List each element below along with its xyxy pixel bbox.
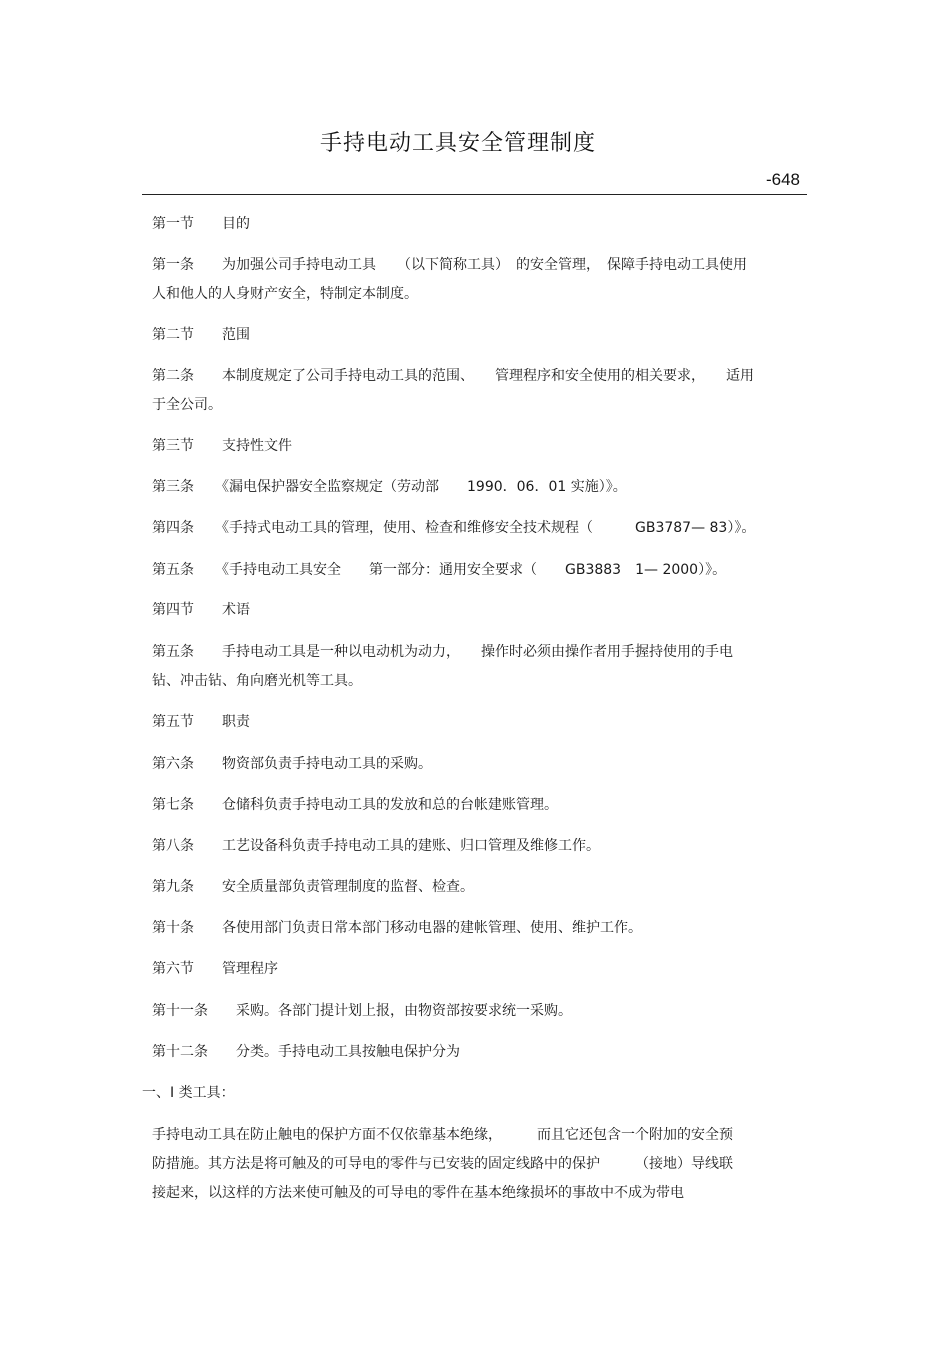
body-line: 第二条 本制度规定了公司手持电动工具的范围、 管理程序和安全使用的相关要求， 适用 [152, 368, 754, 384]
body-line: 第一条 为加强公司手持电动工具 （以下简称工具） 的安全管理， 保障手持电动工具使用 [152, 257, 747, 273]
body-line: 第四节 术语 [152, 602, 250, 618]
body-line: 防措施。其方法是将可触及的可导电的零件与已安装的固定线路中的保护 （接地）导线联 [152, 1156, 733, 1172]
body-line: 人和他人的人身财产安全，特制定本制度。 [152, 286, 418, 302]
body-line: 第一节 目的 [152, 216, 250, 232]
body-line: 第十一条 采购。各部门提计划上报，由物资部按要求统一采购。 [152, 1003, 572, 1019]
header-rule [142, 194, 807, 195]
body-line: 接起来，以这样的方法来使可触及的可导电的零件在基本绝缘损坏的事故中不成为带电 [152, 1185, 684, 1201]
body-line: 第八条 工艺设备科负责手持电动工具的建账、归口管理及维修工作。 [152, 838, 600, 854]
body-line: 第二节 范围 [152, 327, 250, 343]
body-line: 第三节 支持性文件 [152, 438, 292, 454]
body-line: 第六条 物资部负责手持电动工具的采购。 [152, 756, 432, 772]
body-line: 第十二条 分类。手持电动工具按触电保护分为 [152, 1044, 460, 1060]
document-number: -648 [765, 170, 800, 189]
body-line: 手持电动工具在防止触电的保护方面不仅依靠基本绝缘， 而且它还包含一个附加的安全预 [152, 1127, 733, 1143]
body-line: 第十条 各使用部门负责日常本部门移动电器的建帐管理、使用、维护工作。 [152, 920, 642, 936]
body-line: 一、Ⅰ 类工具： [142, 1085, 235, 1101]
body-line: 第九条 安全质量部负责管理制度的监督、检查。 [152, 879, 474, 895]
body-line: 第四条 《手持式电动工具的管理，使用、检查和维修安全技术规程（ GB3787— 83）》。 [152, 520, 756, 536]
body-line: 第五条 手持电动工具是一种以电动机为动力， 操作时必须由操作者用手握持使用的手电 [152, 644, 733, 660]
body-line: 第六节 管理程序 [152, 961, 278, 977]
body-line: 第五节 职责 [152, 714, 250, 730]
body-line: 钻、冲击钻、角向磨光机等工具。 [152, 673, 362, 689]
document-title: 手持电动工具安全管理制度 [319, 131, 596, 156]
body-line: 第七条 仓储科负责手持电动工具的发放和总的台帐建账管理。 [152, 797, 558, 813]
body-line: 于全公司。 [152, 397, 222, 413]
body-line: 第五条 《手持电动工具安全 第一部分：通用安全要求（ GB3883 1— 2000）》。 [152, 562, 727, 578]
body-line: 第三条 《漏电保护器安全监察规定（劳动部 1990．06．01 实施）》。 [152, 479, 627, 495]
